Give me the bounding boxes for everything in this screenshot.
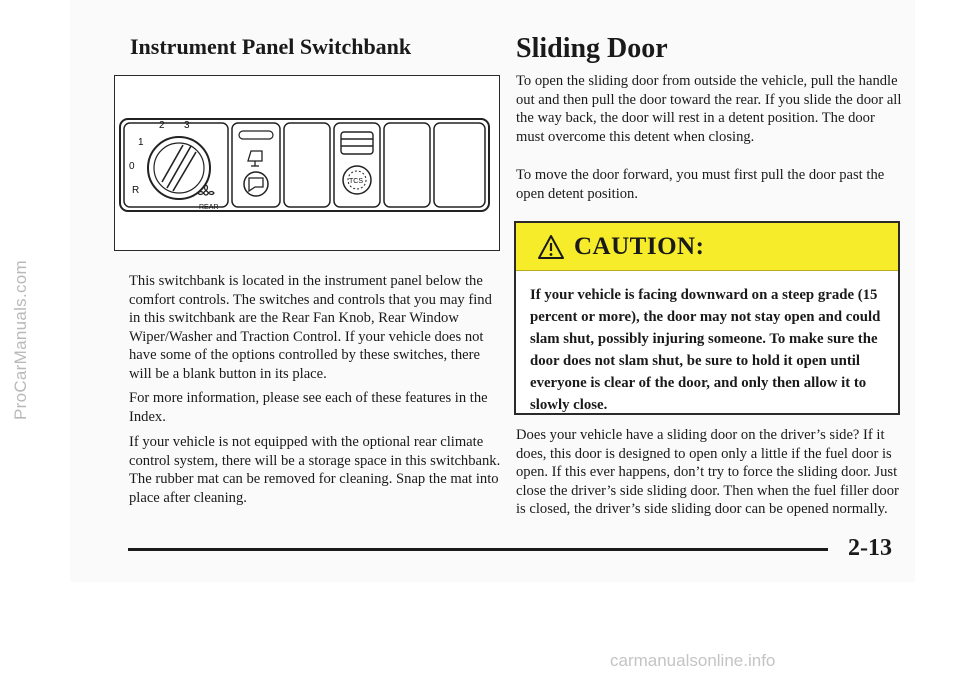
- switchbank-paragraph-1: This switchbank is located in the instrument panel below the comfort controls. The switches and controls that you may find in this switchbank are the Rear Fan Knob, Rear Window Wiper/Washer and Traction Control. If your vehicle does not have some of the options controlled by these switches, there will be a blank button in its place.: [129, 273, 492, 382]
- bottom-watermark: carmanualsonline.info: [610, 651, 776, 670]
- caution-text: If your vehicle is facing downward on a steep grade (15 percent or more), the door may not stay open and could slam shut, possibly injuring someone. To make sure the door does not slam shut, be sure to hold it open until everyone is clear of the door, and only then allow it to slowly close.: [530, 287, 881, 413]
- footer-rule: [128, 548, 828, 551]
- knob-label-rear: REAR: [199, 204, 219, 211]
- caution-header: [516, 223, 898, 271]
- blank-button-3: [434, 123, 485, 207]
- knob-label-0: 0: [129, 161, 135, 172]
- knob-label-1: 1: [138, 137, 144, 148]
- tcs-label: TCS: [349, 178, 363, 185]
- blank-button-2: [384, 123, 430, 207]
- sliding-door-paragraph-3: Does your vehicle have a sliding door on the driver’s side? If it does, this door is designed to open only a little if the fuel door is open. If this ever happens, don’t try to force the sliding door. Just close the driver’s side sliding door. Then when the fuel filler door is closed, the driver’s side sliding door can be opened normally.: [516, 427, 899, 517]
- caution-title: CAUTION:: [574, 232, 705, 260]
- page-number: 2-13: [848, 535, 892, 561]
- switchbank-paragraph-3: If your vehicle is not equipped with the optional rear climate control system, there will be a storage space in this switchbank. The rubber mat can be removed for cleaning. Snap the mat into place after cleaning.: [129, 434, 501, 506]
- caution-box: [514, 221, 900, 415]
- switchbank-heading: Instrument Panel Switchbank: [130, 34, 412, 59]
- knob-label-r: R: [132, 185, 140, 196]
- sliding-door-heading: Sliding Door: [516, 33, 668, 64]
- sliding-door-paragraph-2: To move the door forward, you must first pull the door past the open detent position.: [516, 167, 885, 202]
- blank-button-1: [284, 123, 330, 207]
- knob-label-2: 2: [159, 120, 165, 131]
- switchbank-illustration: [114, 75, 500, 251]
- switchbank-paragraph-2: For more information, please see each of these features in the Index.: [129, 390, 488, 425]
- switchbank-drawing: [115, 76, 499, 250]
- warning-triangle-icon: [538, 234, 564, 260]
- side-watermark: ProCarManuals.com: [11, 259, 31, 421]
- sliding-door-paragraph-1: To open the sliding door from outside the vehicle, pull the handle out and then pull the door toward the rear. If you slide the door all the way back, the door will rest in a detent position. The door must overcome this detent when closing.: [516, 73, 902, 145]
- knob-label-3: 3: [184, 120, 190, 131]
